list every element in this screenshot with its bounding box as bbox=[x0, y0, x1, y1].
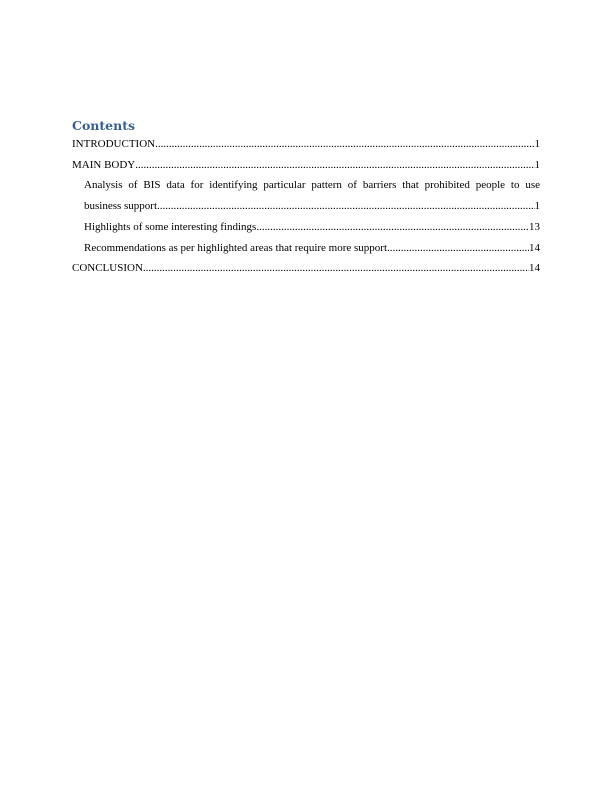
toc-entry-title: Highlights of some interesting findings bbox=[84, 220, 257, 233]
toc-heading: Contents bbox=[72, 118, 136, 133]
toc-entry-recommendations[interactable] bbox=[72, 238, 540, 259]
toc-leader-dots bbox=[135, 155, 534, 176]
toc-leader-dots bbox=[143, 258, 529, 279]
toc-leader-dots bbox=[157, 196, 534, 217]
toc-entry-page: 1 bbox=[534, 158, 540, 171]
toc-entry-title: MAIN BODY bbox=[72, 158, 136, 171]
toc-entry-page: 1 bbox=[534, 200, 540, 213]
toc-entry-title: INTRODUCTION bbox=[72, 138, 156, 150]
toc-entry-title-line1: Analysis of BIS data for identifying particular pattern of barriers that prohibited people to use bbox=[84, 179, 540, 192]
toc-leader-dots bbox=[256, 217, 529, 238]
toc-entry-introduction[interactable] bbox=[72, 134, 540, 155]
toc-entry-title-line2: business support bbox=[84, 200, 158, 213]
toc-entry-main-body[interactable] bbox=[72, 155, 540, 176]
toc-entry-page: 13 bbox=[529, 220, 540, 233]
toc-entry-page: 14 bbox=[529, 241, 540, 254]
toc-entry-page: 14 bbox=[529, 262, 540, 275]
table-of-contents bbox=[72, 118, 540, 279]
toc-leader-dots bbox=[387, 238, 529, 259]
toc-entry-highlights[interactable] bbox=[72, 217, 540, 238]
toc-entry-title: CONCLUSION bbox=[72, 262, 143, 275]
toc-entry-analysis-of-bis-data[interactable] bbox=[72, 175, 540, 216]
toc-entry-page: 1 bbox=[534, 138, 540, 150]
toc-entry-title: Recommendations as per highlighted areas that require more support bbox=[84, 241, 388, 254]
toc-leader-dots bbox=[155, 134, 534, 155]
toc-entry-conclusion[interactable] bbox=[72, 258, 540, 279]
